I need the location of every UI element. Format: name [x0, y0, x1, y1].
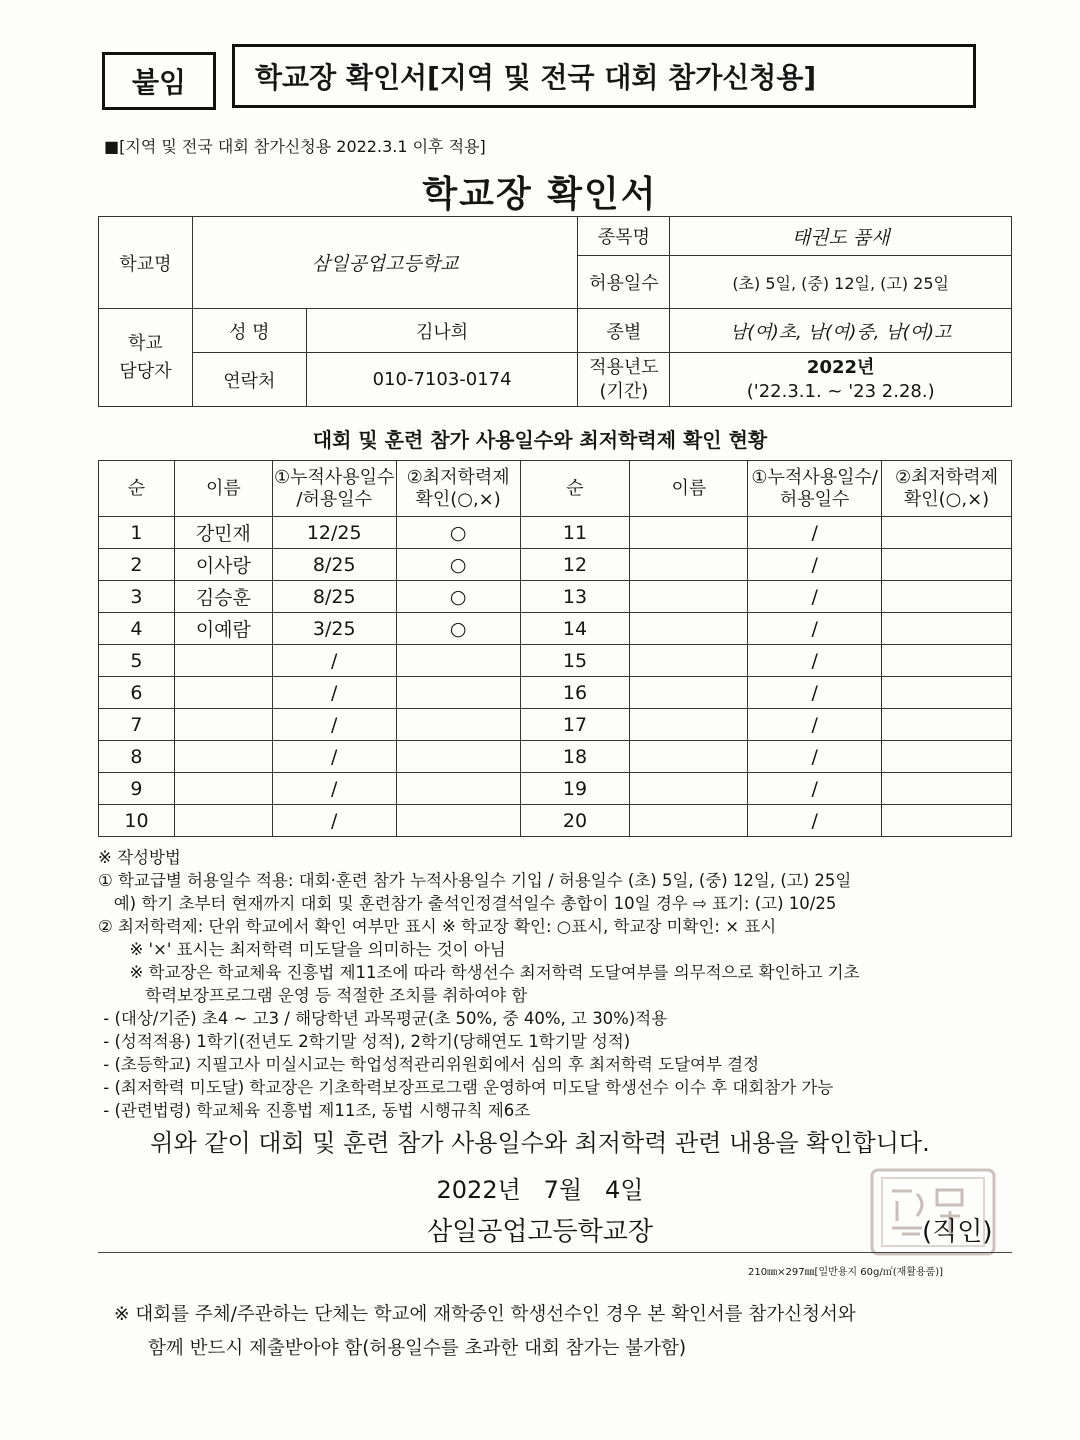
- table-row: [99, 613, 1012, 645]
- row-name: 이사랑: [174, 549, 272, 581]
- row-seq: 1: [99, 517, 175, 549]
- table-row: [99, 677, 1012, 709]
- row-name: 이예람: [174, 613, 272, 645]
- row-name: [174, 773, 272, 805]
- row-seq-2: 12: [520, 549, 630, 581]
- row-seq: 4: [99, 613, 175, 645]
- instruction-line: - (관련법령) 학교체육 진흥법 제11조, 동법 시행규칙 제6조: [98, 1101, 531, 1120]
- row-seq: 3: [99, 581, 175, 613]
- divider: [98, 1252, 1012, 1253]
- year-cell: [670, 353, 1012, 407]
- table-row: [99, 549, 1012, 581]
- row-seq-2: 18: [520, 741, 630, 773]
- row-min-check-2: [882, 613, 1012, 645]
- row-days-2: /: [748, 677, 882, 709]
- instruction-line: ※ 학교장은 학교체육 진흥법 제11조에 따라 학생선수 최저학력 도달여부를 의무적으로 확인하고 기초: [98, 963, 860, 982]
- gender-label: 종별: [578, 309, 670, 353]
- info-table: [98, 216, 1012, 407]
- row-min-check: [396, 805, 520, 837]
- row-min-check-2: [882, 645, 1012, 677]
- row-days: 3/25: [272, 613, 396, 645]
- row-days: 12/25: [272, 517, 396, 549]
- year-value: 2022년: [806, 356, 875, 378]
- instruction-line: ① 학교급별 허용일수 적용: 대회·훈련 참가 누적사용일수 기입 / 허용일수 (초) 5일, (중) 12일, (고) 25일: [98, 871, 852, 890]
- gender-value: 남(여)초, 남(여)중, 남(여)고: [670, 309, 1012, 353]
- instruction-line: 학력보장프로그램 운영 등 적절한 조치를 취하여야 함: [98, 986, 528, 1005]
- row-days: 8/25: [272, 581, 396, 613]
- table-row: [99, 517, 1012, 549]
- row-name-2: [630, 805, 748, 837]
- main-title: 학교장 확인서: [422, 174, 658, 215]
- principal-name: 삼일공업고등학교장: [426, 1217, 654, 1247]
- instruction-line: - (대상/기준) 초4 ~ 고3 / 해당학년 과목평균(초 50%, 중 40%, 고 30%)적용: [98, 1009, 668, 1028]
- col-min-2: ②최저학력제 확인(○,×): [882, 461, 1012, 517]
- year-label: 적용년도 (기간): [578, 353, 670, 407]
- row-seq-2: 19: [520, 773, 630, 805]
- row-min-check: ○: [396, 581, 520, 613]
- instruction-line: - (최저학력 미도달) 학교장은 기초학력보장프로그램 운영하여 미도달 학생선수 이수 후 대회참가 가능: [98, 1078, 834, 1097]
- allowed-days-label: 허용일수: [578, 256, 670, 309]
- paper-spec: 210㎜×297㎜[일반용지 60g/㎡(재활용품)]: [748, 1267, 944, 1278]
- row-min-check: [396, 709, 520, 741]
- col-seq: 순: [99, 461, 175, 517]
- row-min-check: [396, 677, 520, 709]
- row-days: /: [272, 709, 396, 741]
- row-name-2: [630, 517, 748, 549]
- row-seq: 10: [99, 805, 175, 837]
- instruction-line: 예) 학기 초부터 현재까지 대회 및 훈련참가 출석인정결석일수 총합이 10일 경우 ⇨ 표기: (고) 10/25: [98, 894, 837, 913]
- instruction-line: ② 최저학력제: 단위 학교에서 확인 여부만 표시 ※ 학교장 확인: ○표시, 학교장 미확인: × 표시: [98, 917, 777, 936]
- manager-name-value: 김나희: [306, 309, 578, 353]
- col-name: 이름: [174, 461, 272, 517]
- row-seq-2: 16: [520, 677, 630, 709]
- applied-note: ■[지역 및 전국 대회 참가신청용 2022.3.1 이후 적용]: [104, 137, 486, 156]
- footnote-line-2: 함께 반드시 제출받아야 함(허용일수를 초과한 대회 참가는 불가함): [148, 1338, 687, 1359]
- row-seq-2: 17: [520, 709, 630, 741]
- row-min-check-2: [882, 517, 1012, 549]
- row-days: /: [272, 677, 396, 709]
- table-row: [99, 709, 1012, 741]
- footnote: [114, 1298, 856, 1366]
- row-days: /: [272, 773, 396, 805]
- row-days-2: /: [748, 581, 882, 613]
- row-min-check-2: [882, 805, 1012, 837]
- table-row: [99, 581, 1012, 613]
- row-days-2: /: [748, 517, 882, 549]
- col-days-2: ①누적사용일수/ 허용일수: [748, 461, 882, 517]
- school-name-label: 학교명: [99, 217, 193, 309]
- usage-table-title: 대회 및 훈련 참가 사용일수와 최저학력제 확인 현황: [312, 428, 768, 452]
- row-name: [174, 677, 272, 709]
- attachment-tag: 붙임: [102, 52, 216, 110]
- row-seq: 7: [99, 709, 175, 741]
- row-seq-2: 13: [520, 581, 630, 613]
- school-name-value: 삼일공업고등학교: [192, 217, 578, 309]
- row-seq: 2: [99, 549, 175, 581]
- row-seq: 6: [99, 677, 175, 709]
- col-min: ②최저학력제 확인(○,×): [396, 461, 520, 517]
- row-days-2: /: [748, 773, 882, 805]
- document-header-title: 학교장 확인서[지역 및 전국 대회 참가신청용]: [232, 44, 976, 108]
- row-days-2: /: [748, 613, 882, 645]
- instruction-line: ※ 작성방법: [98, 848, 181, 867]
- row-min-check-2: [882, 741, 1012, 773]
- row-name-2: [630, 709, 748, 741]
- contact-label: 연락처: [192, 353, 306, 407]
- row-days-2: /: [748, 645, 882, 677]
- col-name-2: 이름: [630, 461, 748, 517]
- row-min-check: [396, 645, 520, 677]
- row-min-check: ○: [396, 549, 520, 581]
- row-min-check-2: [882, 709, 1012, 741]
- manager-label: 학교 담당자: [99, 309, 193, 407]
- row-name: [174, 645, 272, 677]
- row-name-2: [630, 613, 748, 645]
- row-name-2: [630, 773, 748, 805]
- row-name: 강민재: [174, 517, 272, 549]
- contact-value: 010-7103-0174: [306, 353, 578, 407]
- confirmation-date: 2022년 7월 4일: [436, 1176, 644, 1204]
- usage-table: [98, 460, 1012, 837]
- table-row: [99, 805, 1012, 837]
- row-days-2: /: [748, 805, 882, 837]
- row-min-check: ○: [396, 517, 520, 549]
- row-seq-2: 11: [520, 517, 630, 549]
- table-row: [99, 645, 1012, 677]
- instruction-line: - (성적적용) 1학기(전년도 2학기말 성적), 2학기(당해연도 1학기말 성적): [98, 1032, 631, 1051]
- row-min-check: [396, 773, 520, 805]
- footnote-line-1: ※ 대회를 주체/주관하는 단체는 학교에 재학중인 학생선수인 경우 본 확인서를 참가신청서와: [114, 1304, 856, 1325]
- instruction-line: ※ '×' 표시는 최저학력 미도달을 의미하는 것이 아님: [98, 940, 506, 959]
- row-min-check-2: [882, 773, 1012, 805]
- allowed-days-value: (초) 5일, (중) 12일, (고) 25일: [670, 256, 1012, 309]
- row-seq: 5: [99, 645, 175, 677]
- col-days: ①누적사용일수 /허용일수: [272, 461, 396, 517]
- row-name-2: [630, 677, 748, 709]
- row-seq-2: 20: [520, 805, 630, 837]
- row-days-2: /: [748, 741, 882, 773]
- manager-name-label: 성 명: [192, 309, 306, 353]
- period-value: ('22.3.1. ~ '23 2.28.): [746, 380, 935, 402]
- row-days: /: [272, 741, 396, 773]
- writing-instructions: [98, 846, 1018, 1122]
- table-row: [99, 741, 1012, 773]
- confirmation-text: 위와 같이 대회 및 훈련 참가 사용일수와 최저학력 관련 내용을 확인합니다.: [150, 1129, 930, 1157]
- table-row: [99, 773, 1012, 805]
- row-name-2: [630, 581, 748, 613]
- row-min-check-2: [882, 581, 1012, 613]
- seal-label: (직인): [922, 1217, 993, 1247]
- row-seq: 8: [99, 741, 175, 773]
- row-min-check: ○: [396, 613, 520, 645]
- row-seq-2: 14: [520, 613, 630, 645]
- row-days: /: [272, 805, 396, 837]
- row-days: 8/25: [272, 549, 396, 581]
- row-seq-2: 15: [520, 645, 630, 677]
- row-days-2: /: [748, 549, 882, 581]
- row-min-check-2: [882, 677, 1012, 709]
- row-min-check: [396, 741, 520, 773]
- event-label: 종목명: [578, 217, 670, 256]
- row-name-2: [630, 645, 748, 677]
- row-name-2: [630, 741, 748, 773]
- row-name: [174, 805, 272, 837]
- row-min-check-2: [882, 549, 1012, 581]
- event-value: 태권도 품새: [670, 217, 1012, 256]
- row-name-2: [630, 549, 748, 581]
- col-seq-2: 순: [520, 461, 630, 517]
- row-days-2: /: [748, 709, 882, 741]
- row-name: [174, 709, 272, 741]
- instruction-line: - (초등학교) 지필고사 미실시교는 학업성적관리위원회에서 심의 후 최저학력 도달여부 결정: [98, 1055, 760, 1074]
- row-name: 김승훈: [174, 581, 272, 613]
- row-name: [174, 741, 272, 773]
- row-seq: 9: [99, 773, 175, 805]
- row-days: /: [272, 645, 396, 677]
